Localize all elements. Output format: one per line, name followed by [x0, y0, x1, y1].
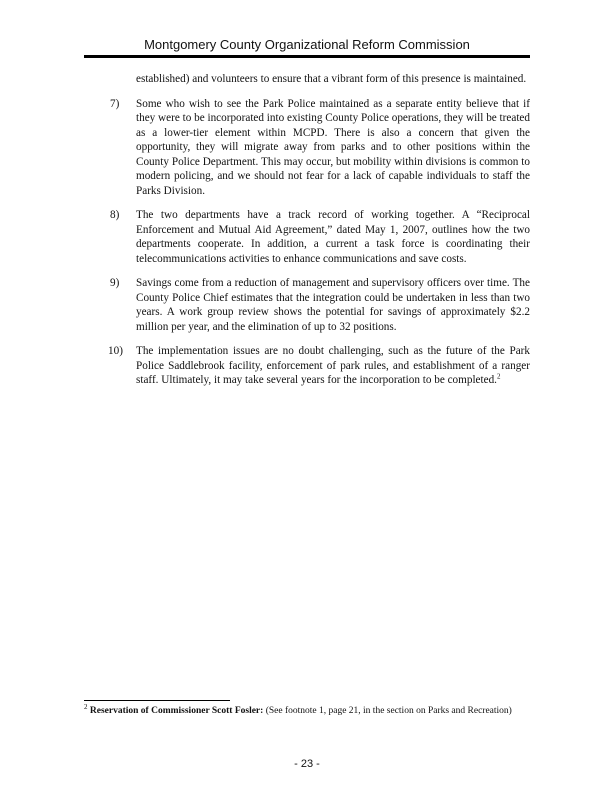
item-number: 8) [110, 209, 120, 221]
header-rule [84, 55, 530, 58]
item-number: 10) [108, 345, 123, 357]
item-text: Some who wish to see the Park Police maintained as a separate entity believe that if they were to be incorporated into existing County Police operations, they will be treated as a lower-tier element within MCPD. There is also a concern that given the opportunity, they will migrate away from parks and to other positions within the County Police Department. This may occur, but mobility within divisions is common to modern policing, and we should not fear for a lack of capable individuals to staff the Parks Division. [136, 97, 530, 197]
footnote-lead: Reservation of Commissioner Scott Fosler: [89, 706, 264, 716]
item-text: Savings come from a reduction of management and supervisory officers over time. The County Police Chief estimates that the integration could be undertaken in less than two years. A work group review shows the potential for savings of approximately $2.2 million per year, and the elimination of up to 32 positions. [136, 277, 530, 333]
list-item-8 [110, 208, 530, 266]
item-number: 7) [110, 97, 120, 110]
body-text [110, 72, 530, 388]
footnote-text: (See footnote 1, page 21, in the section on Parks and Recreation) [263, 706, 512, 716]
list-item-7 [110, 97, 530, 199]
footnote-separator [84, 700, 230, 701]
footnote [84, 702, 514, 718]
list-item-10 [110, 344, 530, 388]
item-text: The two departments have a track record of working together. A “Reciprocal Enforcement and Mutual Aid Agreement,” dated May 1, 2007, outlines how the two departments cooperate. In addition, a current a task force is coordinating their telecommunications activities to enhance communications and save costs. [136, 209, 530, 265]
page-header-title: Montgomery County Organizational Reform Commission [144, 37, 470, 52]
item-number: 9) [110, 277, 120, 289]
list-item-9 [110, 276, 530, 334]
footnote-marker: 2 [84, 702, 88, 711]
continuation-paragraph: established) and volunteers to ensure that a vibrant form of this presence is maintained. [136, 73, 527, 85]
footnote-reference[interactable]: 2 [496, 372, 501, 381]
item-text: The implementation issues are no doubt challenging, such as the future of the Park Police Saddlebrook facility, enforcement of park rules, and establishment of a ranger staff. Ultimately, it may take several years for the incorporation to be completed. [136, 345, 530, 386]
page-number: - 23 - [294, 758, 320, 770]
